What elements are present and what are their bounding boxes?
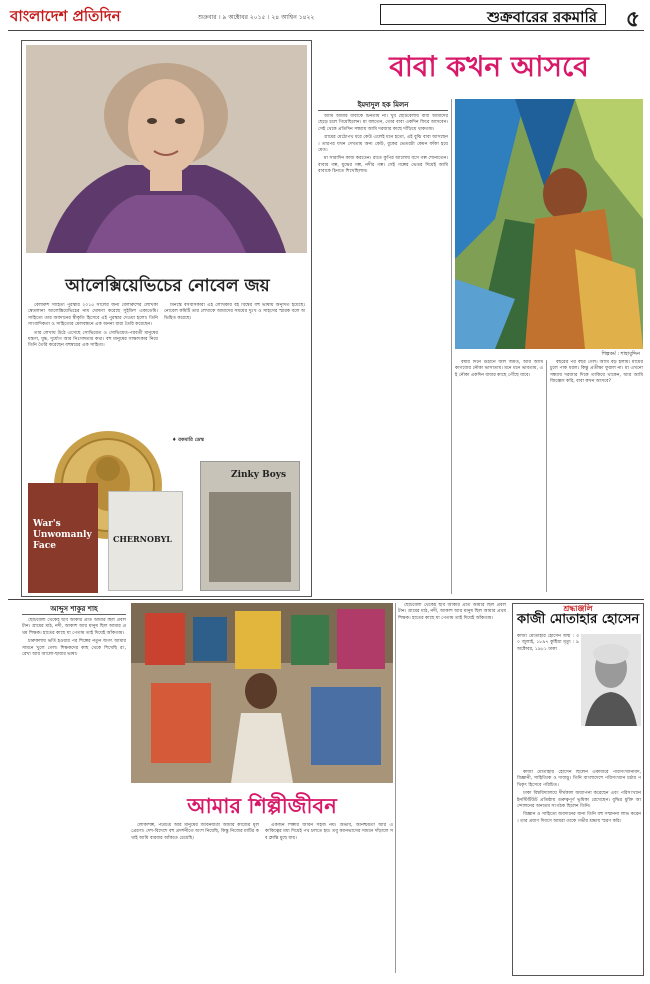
newspaper-masthead: বাংলাদেশ প্রতিদিন [10,7,121,25]
section-box [380,4,606,25]
nobel-text-column-1 [28,303,158,423]
artist-studio-photo [131,603,393,783]
header-rule [8,30,644,31]
paragraph: তার লেখায় উঠে এসেছে সোভিয়েত ও সোভিয়েত-পরবর্তী মানুষের যন্ত্রণা, যুদ্ধ, দুর্যোগ আর নিঃসঙ্গতার কথা। বহু মানুষের সাক্ষাৎকার নিয়ে তিনি তৈরি করেছেন বহুস্বরের এক সাহিত্য। [28,330,158,349]
book-title: Zinky Boys [231,470,287,480]
paragraph: আমি আমার বাবাকে চিনতাম না। খুব ছোটবেলায় বাবা আমাদের ছেড়ে চলে গিয়েছিলেন। মা বলতেন, তোর বাবা একদিন ফিরে আসবেন। সেই থেকে প্রতিদিন সন্ধ্যায় আমি দরজার কাছে দাঁড়িয়ে থাকতাম। [318,114,448,132]
story-text-column-3 [550,360,643,592]
issue-date: শুক্রবার । ৯ অক্টোবর ২০১৫ । ২৪ আশ্বিন ১৪২২ [198,14,315,21]
paragraph: ঢাকা বিশ্ববিদ্যালয়ে দীর্ঘকাল অধ্যাপনা করেছেন এবং পরিসংখ্যান ইনস্টিটিউট প্রতিষ্ঠায় গুরুত্বপূর্ণ ভূমিকা রেখেছেন। বুদ্ধির মুক্তি আন্দোলনের অন্যতম সংগঠক ছিলেন তিনি। [517,791,641,810]
paragraph: গ্রামের মেঠোপথ ধরে কেউ এলেই মনে হতো, এই বুঝি বাবা আসছেন। তারপর যখন দেখতাম অন্য কেউ, বুকের ভেতরটা কেমন ফাঁকা হয়ে যেত। [318,135,448,154]
paragraph: বর্ষার দিনে উঠানে জল জমত, আর আমি কাগজের নৌকা ভাসাতাম। মনে মনে ভাবতাম, এই নৌকা একদিন বাবার কাছে পৌঁছে যাবে। [455,360,543,378]
paragraph: বেলারুশ সাহিত্য পুরস্কার ২০১৫ সালের জন্য বেলারুশের লেখিকা স্বেতলানা আলেক্সিয়েভিচের নাম ঘোষণা করেছে সুইডিশ একাডেমি। সাহিত্যে তার অবদানের স্বীকৃতি হিসেবে এই পুরস্কার দেওয়া হলো। তিনি সাংবাদিকতা ও সাহিত্যের মেলবন্ধনে এক অনন্য ধারা তৈরি করেছেন। [28,303,158,328]
article-author: আব্দুস শাকুর শাহ [50,605,98,613]
paragraph: মিনস্কে বসবাসকারী এই লেখিকার বই বিশ্বের বহু ভাষায় অনূদিত হয়েছে। নোবেল কমিটি তার লেখাকে আমাদের সময়ের দুঃখ ও সাহসের স্মারক বলে অভিহিত করেছে। [164,303,305,321]
article-text-column-3 [265,823,393,973]
book-cover [28,483,98,593]
story-author: ইমদাদুল হক মিলন [357,101,409,109]
story-text-column-2 [455,360,543,592]
author-rule [318,110,448,111]
book-title: War's Unwomanly Face [33,519,92,551]
page-number: ৫ [625,6,640,32]
article-text-column-4 [398,603,506,973]
paragraph: বিজ্ঞান ও সাহিত্যে অবদানের জন্য তিনি বহু সম্মাননা লাভ করেন। তার প্রয়াণ দিবসে আমরা তাকে গভীর শ্রদ্ধায় স্মরণ করি। [517,812,641,824]
story-artwork [455,99,643,349]
article-headline: আমার শিল্পীজীবন [187,793,337,818]
book-cover [200,461,300,591]
column-rule [395,603,396,973]
tribute-text [517,770,641,972]
author-portrait-photo [26,45,307,253]
page-header [8,4,644,32]
paragraph: মা সারাদিন কাজ করতেন। রাতে কুপির আলোয় বসে গল্প শোনাতেন। বাবার গল্প, যুদ্ধের গল্প, নদীর গল্প। সেই গল্পের ভেতর দিয়েই আমি বাবাকে চিনতে শিখেছিলাম। [318,156,448,175]
paragraph: কাজী মোতাহার হোসেন ছিলেন একাধারে পরিসংখ্যানবিদ, বিজ্ঞানী, সাহিত্যিক ও দাবাড়ু। তিনি বাংলাদেশে পরিসংখ্যান চর্চার পথিকৃৎ হিসেবে পরিচিত। [517,770,641,788]
article-text-column-1 [22,618,126,973]
artwork-credit: শিল্পকর্ম : শাহাবুদ্দিন [601,351,640,357]
author-rule [22,614,126,615]
column-rule [546,360,547,592]
article-text-column-2 [131,823,259,973]
paragraph: ছোটবেলা থেকেই ছবি আঁকার প্রতি আমার ছিল প্রবল টান। গ্রামের মাঠ, নদী, আকাশ আর মানুষ ছিল আমার প্রথম শিক্ষক। হাতের কাছে যা পেতাম তাই দিয়েই আঁকতাম। [398,603,506,621]
tribute-box [512,603,644,976]
book-cover-art [209,492,291,582]
paragraph: একজন শিল্পীর জীবন সহজ নয়। অভাব, অনিশ্চয়তা আর একাকিত্বের মধ্য দিয়েই পথ চলতে হয়। তবু ক্যানভাসের সামনে দাঁড়ালে সব ক্লান্তি মুছে যায়। [265,823,393,841]
story-headline: বাবা কখন আসবে [389,50,589,83]
tribute-portrait [581,634,641,726]
tribute-label-text: শ্রদ্ধাঞ্জলি [559,604,596,613]
nobel-text-column-2 [164,303,305,441]
paragraph: চারুকলায় ভর্তি হওয়ার পর শিল্পের নতুন জগৎ আমার সামনে খুলে গেল। শিক্ষকদের কাছ থেকে শিখেছি রং, রেখা আর আলো-ছায়ার ভাষা। [22,639,126,658]
paragraph: লোকশিল্প, পটচিত্র আর মানুষের জীবনযাত্রা আমার কাজের মূল প্রেরণা। দেশ-বিদেশে বহু প্রদর্শনীতে অংশ নিয়েছি, কিন্তু নিজের মাটির কথাই আমি বারবার আঁকতে চেয়েছি। [131,823,259,841]
byline: ♦ রকমারি ডেস্ক [172,437,204,443]
nobel-feature-box [21,40,312,597]
tribute-bio: কাজী মোতাহার হোসেন জন্ম : ৩০ জুলাই, ১৮৯৭ কুষ্টিয়া মৃত্যু : ৯ অক্টোবর, ১৯৮১ ঢাকা [517,634,579,652]
column-rule [451,99,452,594]
paragraph: ছোটবেলা থেকেই ছবি আঁকার প্রতি আমার ছিল প্রবল টান। গ্রামের মাঠ, নদী, আকাশ আর মানুষ ছিল আমার প্রথম শিক্ষক। হাতের কাছে যা পেতাম তাই দিয়েই আঁকতাম। [22,618,126,636]
nobel-headline: আলেক্সিয়েভিচের নোবেল জয় [65,276,270,296]
section-title: শুক্রবারের রকমারি [487,8,597,26]
book-cover [108,491,183,591]
tribute-person-name: কাজী মোতাহার হোসেন [517,612,640,627]
paragraph: বছরের পর বছর গেল। আমি বড় হলাম। মায়ের চুলে পাক ধরল। কিন্তু প্রতীক্ষা ফুরাল না। মা এখনো সন্ধ্যায় দরজার দিকে তাকিয়ে থাকেন, আর আমি জিজ্ঞেস করি, বাবা কখন আসবে? [550,360,643,385]
story-text-column-1 [318,114,448,594]
book-title: CHERNOBYL [113,534,172,544]
